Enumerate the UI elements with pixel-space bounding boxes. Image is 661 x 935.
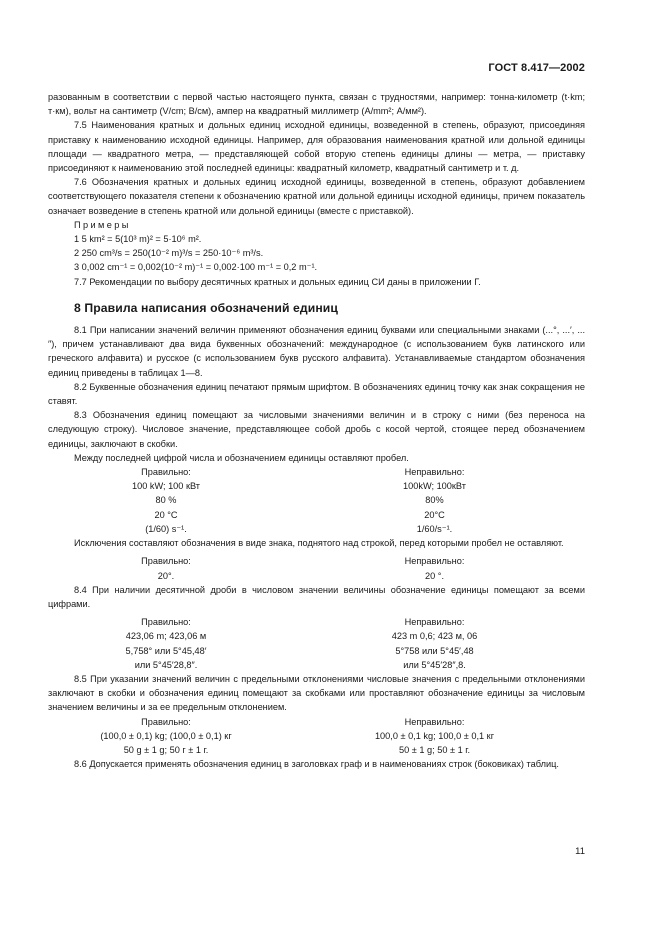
incorrect-example: 423 m 0,6; 423 м, 06: [391, 631, 478, 642]
comparison-block-2: [48, 554, 585, 582]
example-2: 2 250 cm³/s = 250(10⁻² m)³/s = 250·10⁻⁶ m³/s.: [74, 248, 264, 259]
correct-example: (1/60) s⁻¹.: [145, 523, 187, 534]
section-8-title: 8 Правила написания обозначений единиц: [74, 300, 338, 315]
incorrect-column: [284, 615, 585, 672]
correct-label: Правильно:: [141, 467, 191, 478]
comparison-block-4: [48, 715, 585, 758]
document-code: ГОСТ 8.417—2002: [488, 62, 585, 74]
paragraph-8-5: 8.5 При указании значений величин с предельными отклонениями числовые значения с предельными отклонениями заключают в скобки и обозначения единиц помещают за скобками или проставляют обозначение единицы за числовым значением величины и за ее предельным отклонением.: [48, 673, 585, 713]
correct-column: [48, 715, 284, 758]
paragraph-7-7: 7.7 Рекомендации по выбору десятичных кратных и дольных единиц СИ даны в приложении Г.: [74, 276, 481, 287]
paragraph-8-3: 8.3 Обозначения единиц помещают за числовыми значениями величин и в строку с ними (без переноса на следующую строку). Числовое значение, представляющее собой дробь с косой чертой, стоящее перед обозначением единицы, заключают в скобки.: [48, 410, 585, 449]
comparison-block-3: [48, 615, 585, 672]
paragraph-8-2: 8.2 Буквенные обозначения единиц печатают прямым шрифтом. В обозначениях единиц точку как знак сокращения не ставят.: [48, 381, 585, 407]
incorrect-example: 20 °.: [425, 570, 444, 581]
incorrect-label: Неправильно:: [404, 556, 465, 567]
correct-example: 80 %: [155, 495, 177, 506]
page-content: [48, 90, 585, 771]
paragraph-8-4: 8.4 При наличии десятичной дроби в числовом значении величины обозначение единицы помещают за всеми цифрами.: [48, 584, 585, 609]
correct-label: Правильно:: [141, 716, 191, 727]
paragraph-8-1: 8.1 При написании значений величин применяют обозначения единиц буквами или специальными знаками (...°, ...′, ...″), причем устанавливают два вида буквенных обозначений: международное (с использованием букв латинского или греческого алфавита) и русское (с использованием букв русского алфавита). Устанавливаемые стандартом обозначения единиц приведены в таблицах 1—8.: [48, 325, 585, 378]
correct-example: 423,06 m; 423,06 м: [125, 631, 207, 642]
incorrect-example: 100,0 ± 0,1 kg; 100,0 ± 0,1 кг: [374, 730, 495, 741]
paragraph-7-5: 7.5 Наименования кратных и дольных единиц исходной единицы, возведенной в степень, образуют, присоединяя приставку к наименованию исходной единицы. Например, для образования наименования кратной или дольной единицы площади — квадратного метра, — представляющей собой вторую степень единицы длины — метра, — приставку присоединяют к наименованию этой последней единицы: квадратный километр, квадратный сантиметр и т. д.: [48, 120, 585, 174]
paragraph-8-6: 8.6 Допускается применять обозначения единиц в заголовках граф и в наименованиях строк (боковиках) таблиц.: [74, 759, 559, 770]
correct-example: (100,0 ± 0,1) kg; (100,0 ± 0,1) кг: [100, 730, 232, 741]
incorrect-example: или 5°45′28″,8.: [403, 659, 466, 670]
incorrect-example: 20°C: [424, 509, 445, 520]
correct-column: [48, 615, 284, 672]
examples-label: Примеры: [74, 219, 131, 230]
correct-label: Правильно:: [141, 556, 191, 567]
correct-label: Правильно:: [141, 617, 191, 628]
incorrect-label: Неправильно:: [404, 716, 465, 727]
page-number: 11: [575, 846, 585, 857]
example-3: 3 0,002 cm⁻¹ = 0,002(10⁻² m)⁻¹ = 0,002·100 m⁻¹ = 0,2 m⁻¹.: [74, 262, 318, 273]
incorrect-example: 100kW; 100кВт: [403, 481, 466, 492]
paragraph-7-6: 7.6 Обозначения кратных и дольных единиц исходной единицы, возведенной в степень, образуют добавлением соответствующего показателя степени к обозначению кратной или дольной единицы исходной единицы, причем показатель означает возведение в степень кратной или дольной единицы (вместе с приставкой).: [48, 177, 585, 216]
paragraph-8-3-exceptions: Исключения составляют обозначения в виде знака, поднятого над строкой, перед которыми пробел не оставляют.: [74, 538, 564, 549]
correct-example: 100 kW; 100 кВт: [131, 481, 201, 492]
incorrect-example: 50 ± 1 g; 50 ± 1 г.: [398, 744, 471, 755]
correct-column: [48, 465, 284, 536]
incorrect-column: [284, 715, 585, 758]
comparison-block-1: [48, 465, 585, 536]
incorrect-example: 5°758 или 5°45′,48: [395, 645, 474, 656]
intro-paragraph: разованным в соответствии с первой частью настоящего пункта, связан с трудностями, например: тонна-километр (t·km; т·км), вольт на сантиметр (V/cm; В/см), ампер на квадратный миллиметр (A/mm²; А/мм²).: [48, 92, 585, 117]
incorrect-column: [284, 554, 585, 582]
incorrect-label: Неправильно:: [404, 467, 465, 478]
example-1: 1 5 km² = 5(10³ m)² = 5·10⁶ m².: [74, 234, 202, 245]
correct-example: 20 °C: [154, 509, 178, 520]
correct-example: или 5°45′28,8″.: [134, 659, 198, 670]
incorrect-label: Неправильно:: [404, 617, 465, 628]
incorrect-example: 1/60/s⁻¹.: [416, 523, 453, 534]
incorrect-column: [284, 465, 585, 536]
correct-column: [48, 554, 284, 582]
incorrect-example: 80%: [425, 495, 444, 506]
correct-example: 5,758° или 5°45,48′: [125, 645, 207, 656]
paragraph-8-3-space: Между последней цифрой числа и обозначением единицы оставляют пробел.: [74, 452, 409, 463]
correct-example: 50 g ± 1 g; 50 г ± 1 г.: [123, 744, 209, 755]
correct-example: 20°.: [157, 570, 175, 581]
